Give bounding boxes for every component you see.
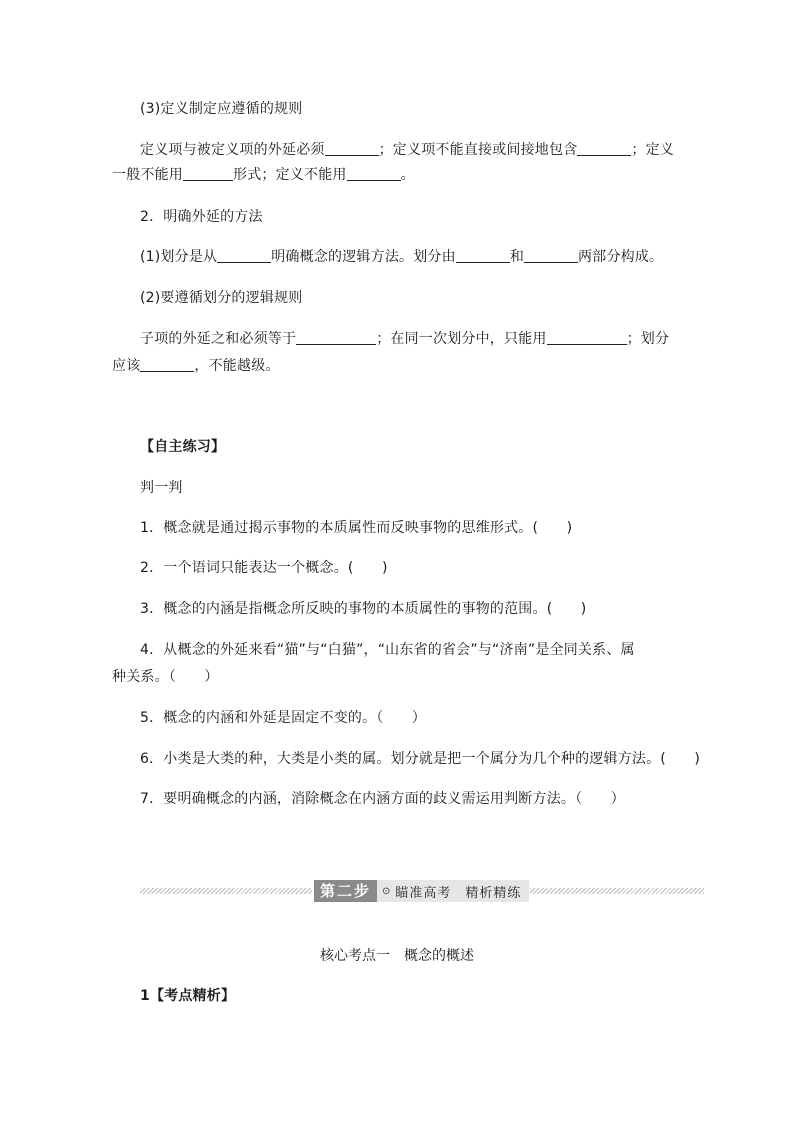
- text: 一般不能用: [112, 167, 183, 183]
- division-rules-line1: [140, 328, 669, 348]
- text: ；定义: [631, 142, 675, 158]
- practice-item-4-cont: 种关系。（ ）: [112, 669, 219, 685]
- core-point-title: 核心考点一 概念的概述: [320, 948, 474, 964]
- text: (1)划分是从: [140, 249, 218, 265]
- practice-heading: 【自主练习】: [140, 439, 226, 455]
- division-line1: [140, 246, 663, 266]
- fill-blank[interactable]: [183, 166, 233, 181]
- division-rules-heading: (2)要遵循划分的逻辑规则: [140, 290, 303, 306]
- fill-blank[interactable]: [524, 248, 578, 263]
- step-banner: [140, 880, 704, 902]
- text: 。: [400, 167, 415, 183]
- practice-item-5: 5．概念的内涵和外延是固定不变的。（ ）: [140, 710, 427, 726]
- fill-blank[interactable]: [577, 141, 631, 156]
- text: 子项的外延之和必须等于: [140, 331, 297, 347]
- bullet-icon: ⊙: [382, 885, 391, 897]
- text: 定义项与被定义项的外延必须: [140, 142, 325, 158]
- practice-item-4: 4．从概念的外延来看“猫”与“白猫”，“山东省的省会”与“济南”是全同关系、属: [140, 642, 635, 658]
- text: 应该: [112, 358, 141, 374]
- rule-paragraph-line2: [112, 164, 415, 184]
- practice-item-6: 6．小类是大类的种，大类是小类的属。划分就是把一个属分为几个种的逻辑方法。( ): [140, 751, 701, 767]
- practice-item-1: 1．概念就是通过揭示事物的本质属性而反映事物的思维形式。( ): [140, 520, 573, 536]
- text: 形式；定义不能用: [233, 167, 347, 183]
- step-title: 瞄准高考 精析精练: [395, 885, 522, 901]
- fill-blank[interactable]: [217, 248, 271, 263]
- extension-method-heading: 2．明确外延的方法: [140, 209, 263, 225]
- banner-hatch-right: [530, 888, 704, 894]
- fill-blank[interactable]: [140, 357, 194, 372]
- text: ；定义项不能直接或间接地包含: [378, 142, 578, 158]
- practice-item-2: 2．一个语词只能表达一个概念。( ): [140, 560, 388, 576]
- text: ；在同一次划分中，只能用: [376, 331, 547, 347]
- rule-paragraph-line1: [140, 139, 674, 159]
- text: ，不能越级。: [194, 358, 280, 374]
- banner-hatch-left: [140, 888, 312, 894]
- practice-item-7: 7．要明确概念的内涵，消除概念在内涵方面的歧义需运用判断方法。（ ）: [140, 791, 625, 807]
- text: 两部分构成。: [578, 249, 664, 265]
- fill-blank[interactable]: [347, 166, 401, 181]
- text: 明确概念的逻辑方法。划分由: [271, 249, 456, 265]
- fill-blank[interactable]: [325, 141, 379, 156]
- step-badge: [314, 880, 529, 902]
- fill-blank[interactable]: [456, 248, 510, 263]
- fill-blank[interactable]: [547, 330, 627, 345]
- rule-heading: (3)定义制定应遵循的规则: [140, 101, 303, 117]
- practice-subheading: 判一判: [140, 480, 183, 496]
- practice-item-3: 3．概念的内涵是指概念所反映的事物的本质属性的事物的范围。( ): [140, 601, 587, 617]
- text: 和: [509, 249, 525, 265]
- text: ；划分: [626, 331, 670, 347]
- step-label: 第二步: [314, 880, 377, 902]
- core-point-subheading: 1【考点精析】: [140, 988, 236, 1004]
- fill-blank[interactable]: [296, 330, 376, 345]
- division-rules-line2: [112, 355, 280, 375]
